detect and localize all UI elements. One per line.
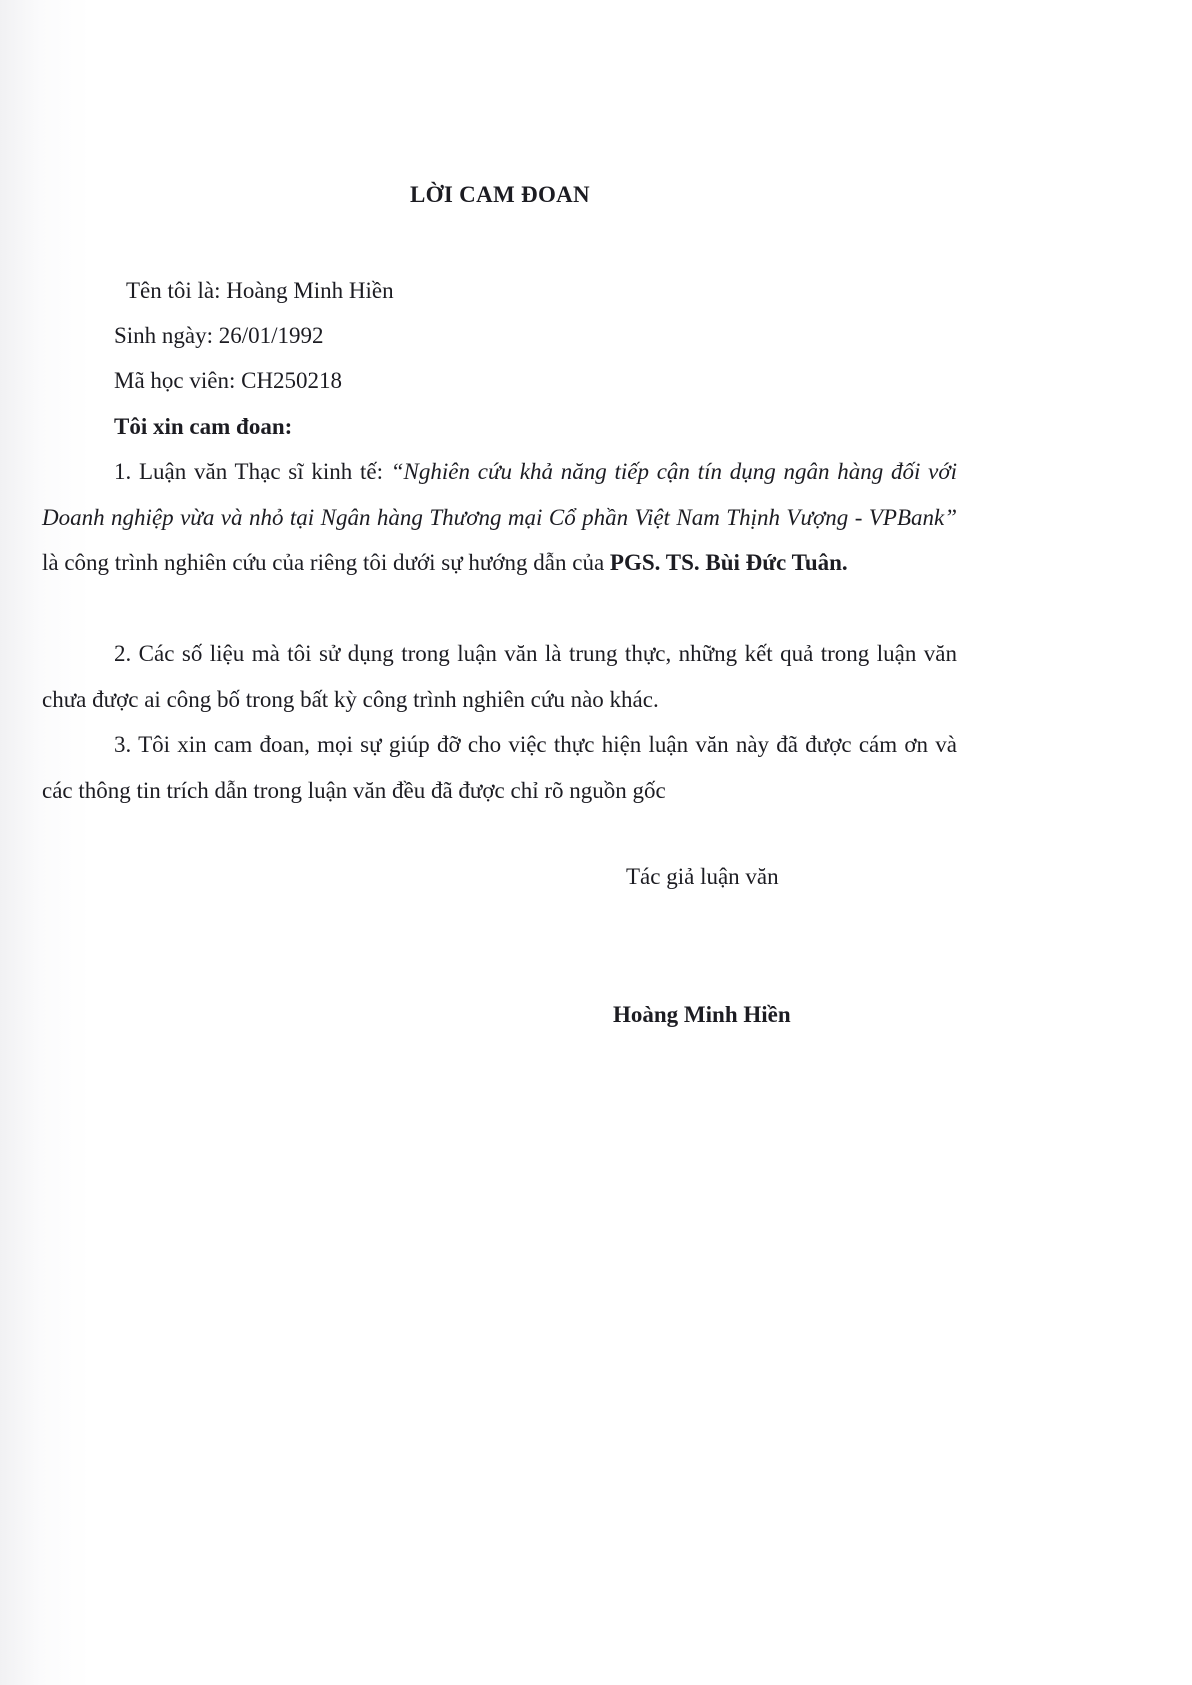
signature-role: Tác giả luận văn	[626, 864, 779, 889]
student-code-line: Mã học viên: CH250218	[114, 368, 343, 393]
thesis-title: “Nghiên cứu khả năng tiếp cận tín dụng ngân hàng đối với Doanh nghiệp vừa và nhỏ tại Ngân hàng Thương mại Cổ phần Việt Nam Thịnh Vượng - VPBank”	[42, 459, 957, 530]
date-of-birth-line: Sinh ngày: 26/01/1992	[114, 323, 324, 348]
declaration-paragraph-3: 3. Tôi xin cam đoan, mọi sự giúp đỡ cho việc thực hiện luận văn này đã được cám ơn và các thông tin trích dẫn trong luận văn đều đã được chỉ rõ nguồn gốc	[42, 732, 957, 803]
signature-name: Hoàng Minh Hiền	[613, 1002, 791, 1027]
author-name-line: Tên tôi là: Hoàng Minh Hiền	[126, 278, 394, 303]
document-title: LỜI CAM ĐOAN	[410, 182, 590, 207]
advisor-name: PGS. TS. Bùi Đức Tuân.	[609, 550, 848, 575]
declaration-paragraph-1	[42, 449, 957, 586]
paragraph-1-middle: là công trình nghiên cứu của riêng tôi dưới sự hướng dẫn của	[42, 550, 610, 575]
paragraph-1-lead: 1. Luận văn Thạc sĩ kinh tế:	[114, 459, 391, 484]
declaration-paragraph-2: 2. Các số liệu mà tôi sử dụng trong luận văn là trung thực, những kết quả trong luận văn chưa được ai công bố trong bất kỳ công trình nghiên cứu nào khác.	[42, 641, 957, 712]
pledge-heading: Tôi xin cam đoan:	[114, 414, 293, 439]
